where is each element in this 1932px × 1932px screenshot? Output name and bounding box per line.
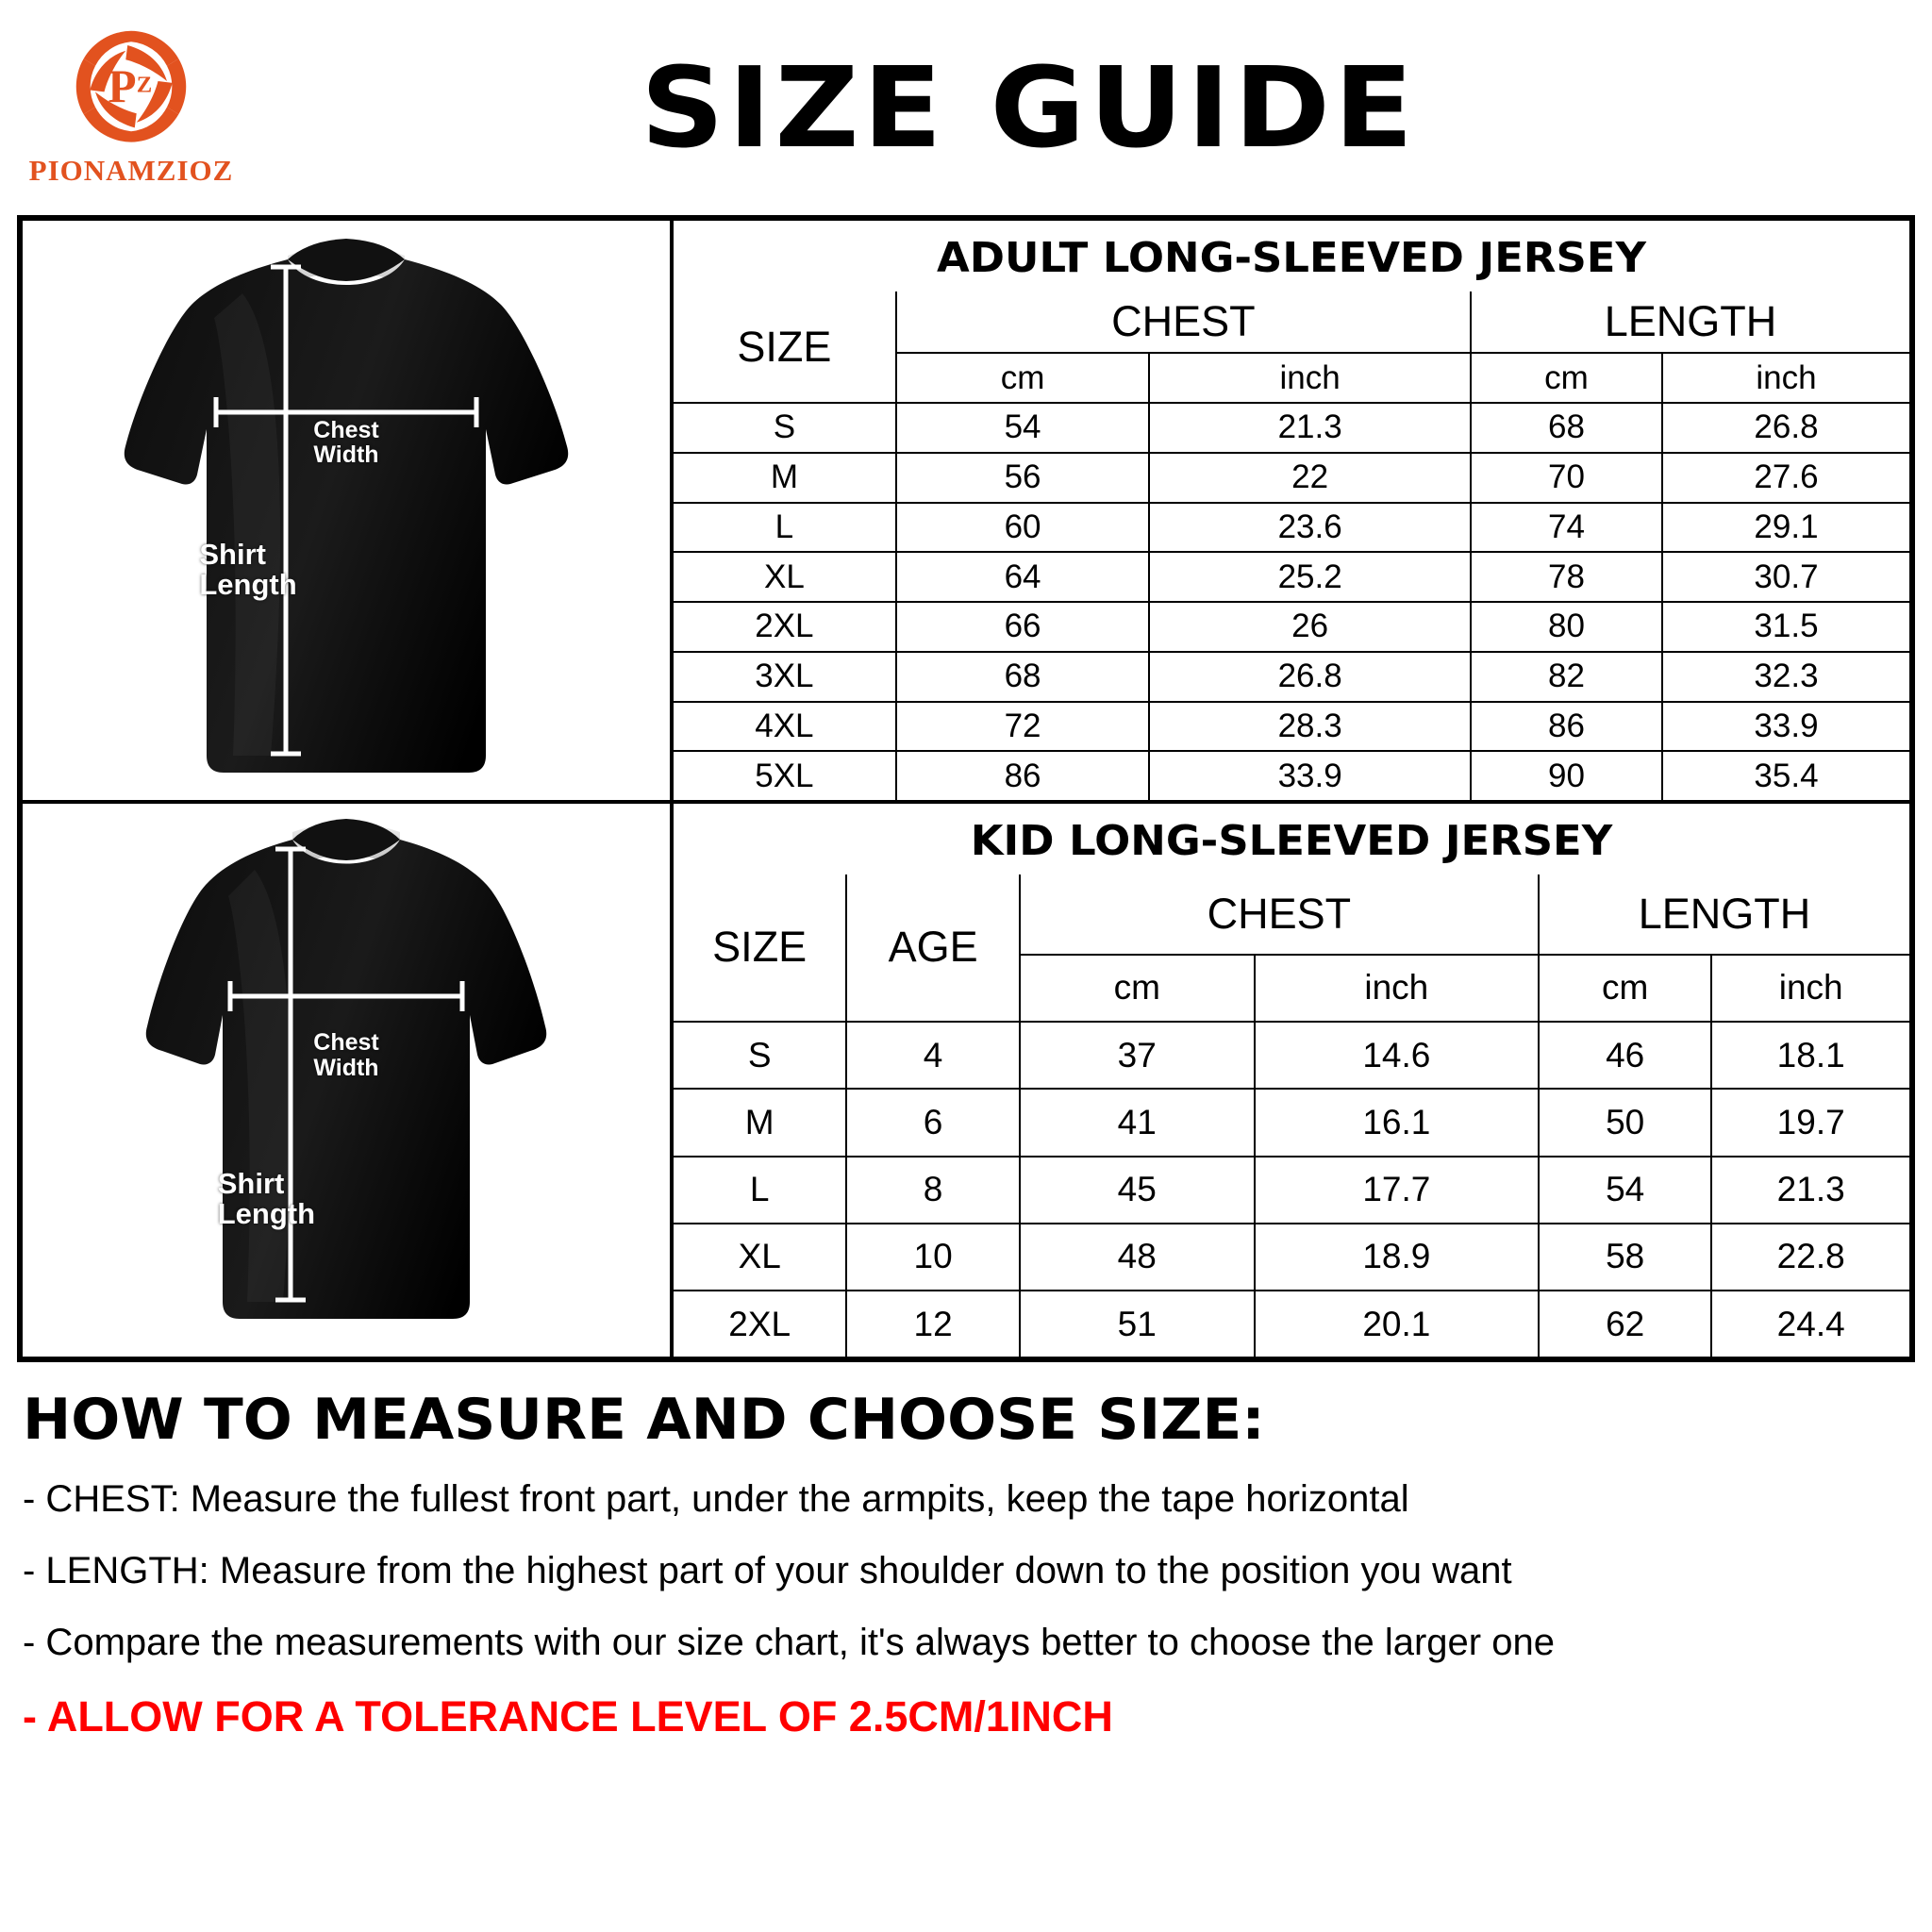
kid-length-label-line2: Length [217,1197,316,1231]
kid-size-table [674,874,1909,1357]
tolerance-warning: - ALLOW FOR A TOLERANCE LEVEL OF 2.5CM/1INCH [23,1692,1113,1740]
kid-header-chest: CHEST [1020,874,1539,955]
table-row [674,1157,1909,1224]
cell-length-inch: 31.5 [1662,602,1909,652]
adult-header-length-cm: cm [1471,353,1662,403]
size-chart-grid [17,215,1915,1362]
kid-jersey-illustration-cell [21,802,672,1358]
cell-length-cm: 86 [1471,702,1662,752]
table-row [674,453,1909,503]
cell-size: XL [674,1224,846,1291]
cell-size: 4XL [674,702,896,752]
cell-length-cm: 58 [1539,1224,1711,1291]
adult-jersey-illustration-cell [21,219,672,802]
brand-name: PIONAMZIOZ [28,154,234,187]
cell-chest-cm: 48 [1020,1224,1255,1291]
adult-chest-label-line2: Width [313,441,379,468]
cell-size: L [674,503,896,553]
kid-shirt-length-label [217,1166,316,1231]
adult-header-length-inch: inch [1662,353,1909,403]
cell-age: 12 [846,1291,1019,1357]
adult-length-label-line2: Length [199,568,297,602]
cell-size: 5XL [674,751,896,800]
table-row [674,503,1909,553]
how-to-measure-section [0,1362,1932,1741]
cell-chest-cm: 51 [1020,1291,1255,1357]
cell-length-cm: 50 [1539,1089,1711,1156]
cell-length-cm: 80 [1471,602,1662,652]
cell-length-inch: 35.4 [1662,751,1909,800]
cell-chest-cm: 72 [896,702,1150,752]
kid-header-length-inch: inch [1711,955,1909,1022]
cell-chest-inch: 20.1 [1255,1291,1539,1357]
cell-size: XL [674,552,896,602]
adult-table-title: ADULT LONG-SLEEVED JERSEY [937,234,1646,282]
cell-chest-inch: 18.9 [1255,1224,1539,1291]
title-container [240,42,1932,173]
cell-length-inch: 18.1 [1711,1022,1909,1089]
table-row [674,1291,1909,1357]
kid-header-length-cm: cm [1539,955,1711,1022]
kid-chest-width-label [313,1030,378,1080]
table-row [674,602,1909,652]
cell-length-inch: 33.9 [1662,702,1909,752]
kid-size-table-cell [672,802,1911,1358]
measure-note-length: - LENGTH: Measure from the highest part of your shoulder down to the position you want [23,1550,1512,1591]
kid-header-age: AGE [846,874,1019,1022]
adult-size-table [674,291,1909,800]
cell-length-inch: 32.3 [1662,652,1909,702]
cell-size: 3XL [674,652,896,702]
table-row [674,751,1909,800]
cell-age: 10 [846,1224,1019,1291]
cell-age: 8 [846,1157,1019,1224]
adult-header-chest-inch: inch [1149,353,1471,403]
cell-chest-inch: 16.1 [1255,1089,1539,1156]
cell-chest-inch: 33.9 [1149,751,1471,800]
cell-size: 2XL [674,602,896,652]
cell-age: 4 [846,1022,1019,1089]
cell-chest-cm: 68 [896,652,1150,702]
table-row [674,552,1909,602]
pz-gear-logo-icon [59,27,203,152]
cell-length-inch: 22.8 [1711,1224,1909,1291]
table-row [674,1089,1909,1156]
svg-text:Z: Z [136,71,153,97]
brand-logo [23,27,240,188]
cell-chest-cm: 54 [896,403,1150,453]
cell-length-cm: 54 [1539,1157,1711,1224]
cell-length-cm: 68 [1471,403,1662,453]
cell-chest-inch: 22 [1149,453,1471,503]
cell-length-cm: 62 [1539,1291,1711,1357]
adult-header-length: LENGTH [1471,291,1909,353]
adult-header-size: SIZE [674,291,896,403]
kid-jersey-illustration [125,804,568,1357]
cell-chest-inch: 23.6 [1149,503,1471,553]
measure-note-chest: - CHEST: Measure the fullest front part, under the armpits, keep the tape horizontal [23,1478,1409,1520]
cell-length-cm: 90 [1471,751,1662,800]
cell-length-cm: 74 [1471,503,1662,553]
cell-chest-cm: 37 [1020,1022,1255,1089]
cell-length-cm: 70 [1471,453,1662,503]
cell-chest-cm: 60 [896,503,1150,553]
cell-chest-inch: 28.3 [1149,702,1471,752]
table-row [674,403,1909,453]
cell-length-cm: 46 [1539,1022,1711,1089]
cell-chest-cm: 41 [1020,1089,1255,1156]
kid-length-label-line1: Shirt [217,1166,285,1200]
cell-length-cm: 82 [1471,652,1662,702]
page-header [0,0,1932,215]
kid-table-title: KID LONG-SLEEVED JERSEY [970,817,1613,865]
cell-chest-cm: 56 [896,453,1150,503]
cell-length-inch: 29.1 [1662,503,1909,553]
cell-length-inch: 26.8 [1662,403,1909,453]
cell-chest-inch: 26.8 [1149,652,1471,702]
kid-header-size: SIZE [674,874,846,1022]
kid-header-chest-inch: inch [1255,955,1539,1022]
table-row [674,652,1909,702]
cell-size: M [674,1089,846,1156]
adult-size-table-cell [672,219,1911,802]
cell-age: 6 [846,1089,1019,1156]
cell-size: L [674,1157,846,1224]
adult-jersey-illustration [101,221,591,800]
adult-header-chest: CHEST [896,291,1471,353]
table-row [674,1224,1909,1291]
cell-size: S [674,403,896,453]
cell-length-inch: 24.4 [1711,1291,1909,1357]
kid-header-length: LENGTH [1539,874,1909,955]
cell-chest-inch: 14.6 [1255,1022,1539,1089]
table-header-row [674,874,1909,955]
cell-length-inch: 30.7 [1662,552,1909,602]
cell-chest-cm: 86 [896,751,1150,800]
table-row [674,1022,1909,1089]
how-to-measure-heading: HOW TO MEASURE AND CHOOSE SIZE: [23,1387,1265,1453]
adult-chest-label-line1: Chest [313,416,379,443]
cell-chest-cm: 64 [896,552,1150,602]
cell-chest-inch: 25.2 [1149,552,1471,602]
table-header-row [674,291,1909,353]
adult-shirt-length-label [199,537,297,602]
kid-header-chest-cm: cm [1020,955,1255,1022]
cell-size: 2XL [674,1291,846,1357]
kid-chest-label-line2: Width [313,1054,379,1081]
adult-header-chest-cm: cm [896,353,1150,403]
page-title: SIZE GUIDE [641,42,1418,173]
cell-length-inch: 27.6 [1662,453,1909,503]
cell-chest-cm: 66 [896,602,1150,652]
cell-size: M [674,453,896,503]
cell-length-inch: 19.7 [1711,1089,1909,1156]
kid-chest-label-line1: Chest [313,1029,379,1057]
measure-note-compare: - Compare the measurements with our size chart, it's always better to choose the larger one [23,1622,1555,1663]
cell-chest-cm: 45 [1020,1157,1255,1224]
table-row [674,702,1909,752]
cell-chest-inch: 17.7 [1255,1157,1539,1224]
cell-size: S [674,1022,846,1089]
adult-chest-width-label [313,418,378,468]
cell-length-cm: 78 [1471,552,1662,602]
cell-chest-inch: 26 [1149,602,1471,652]
svg-text:P: P [108,59,137,112]
cell-chest-inch: 21.3 [1149,403,1471,453]
adult-length-label-line1: Shirt [199,537,266,571]
cell-length-inch: 21.3 [1711,1157,1909,1224]
